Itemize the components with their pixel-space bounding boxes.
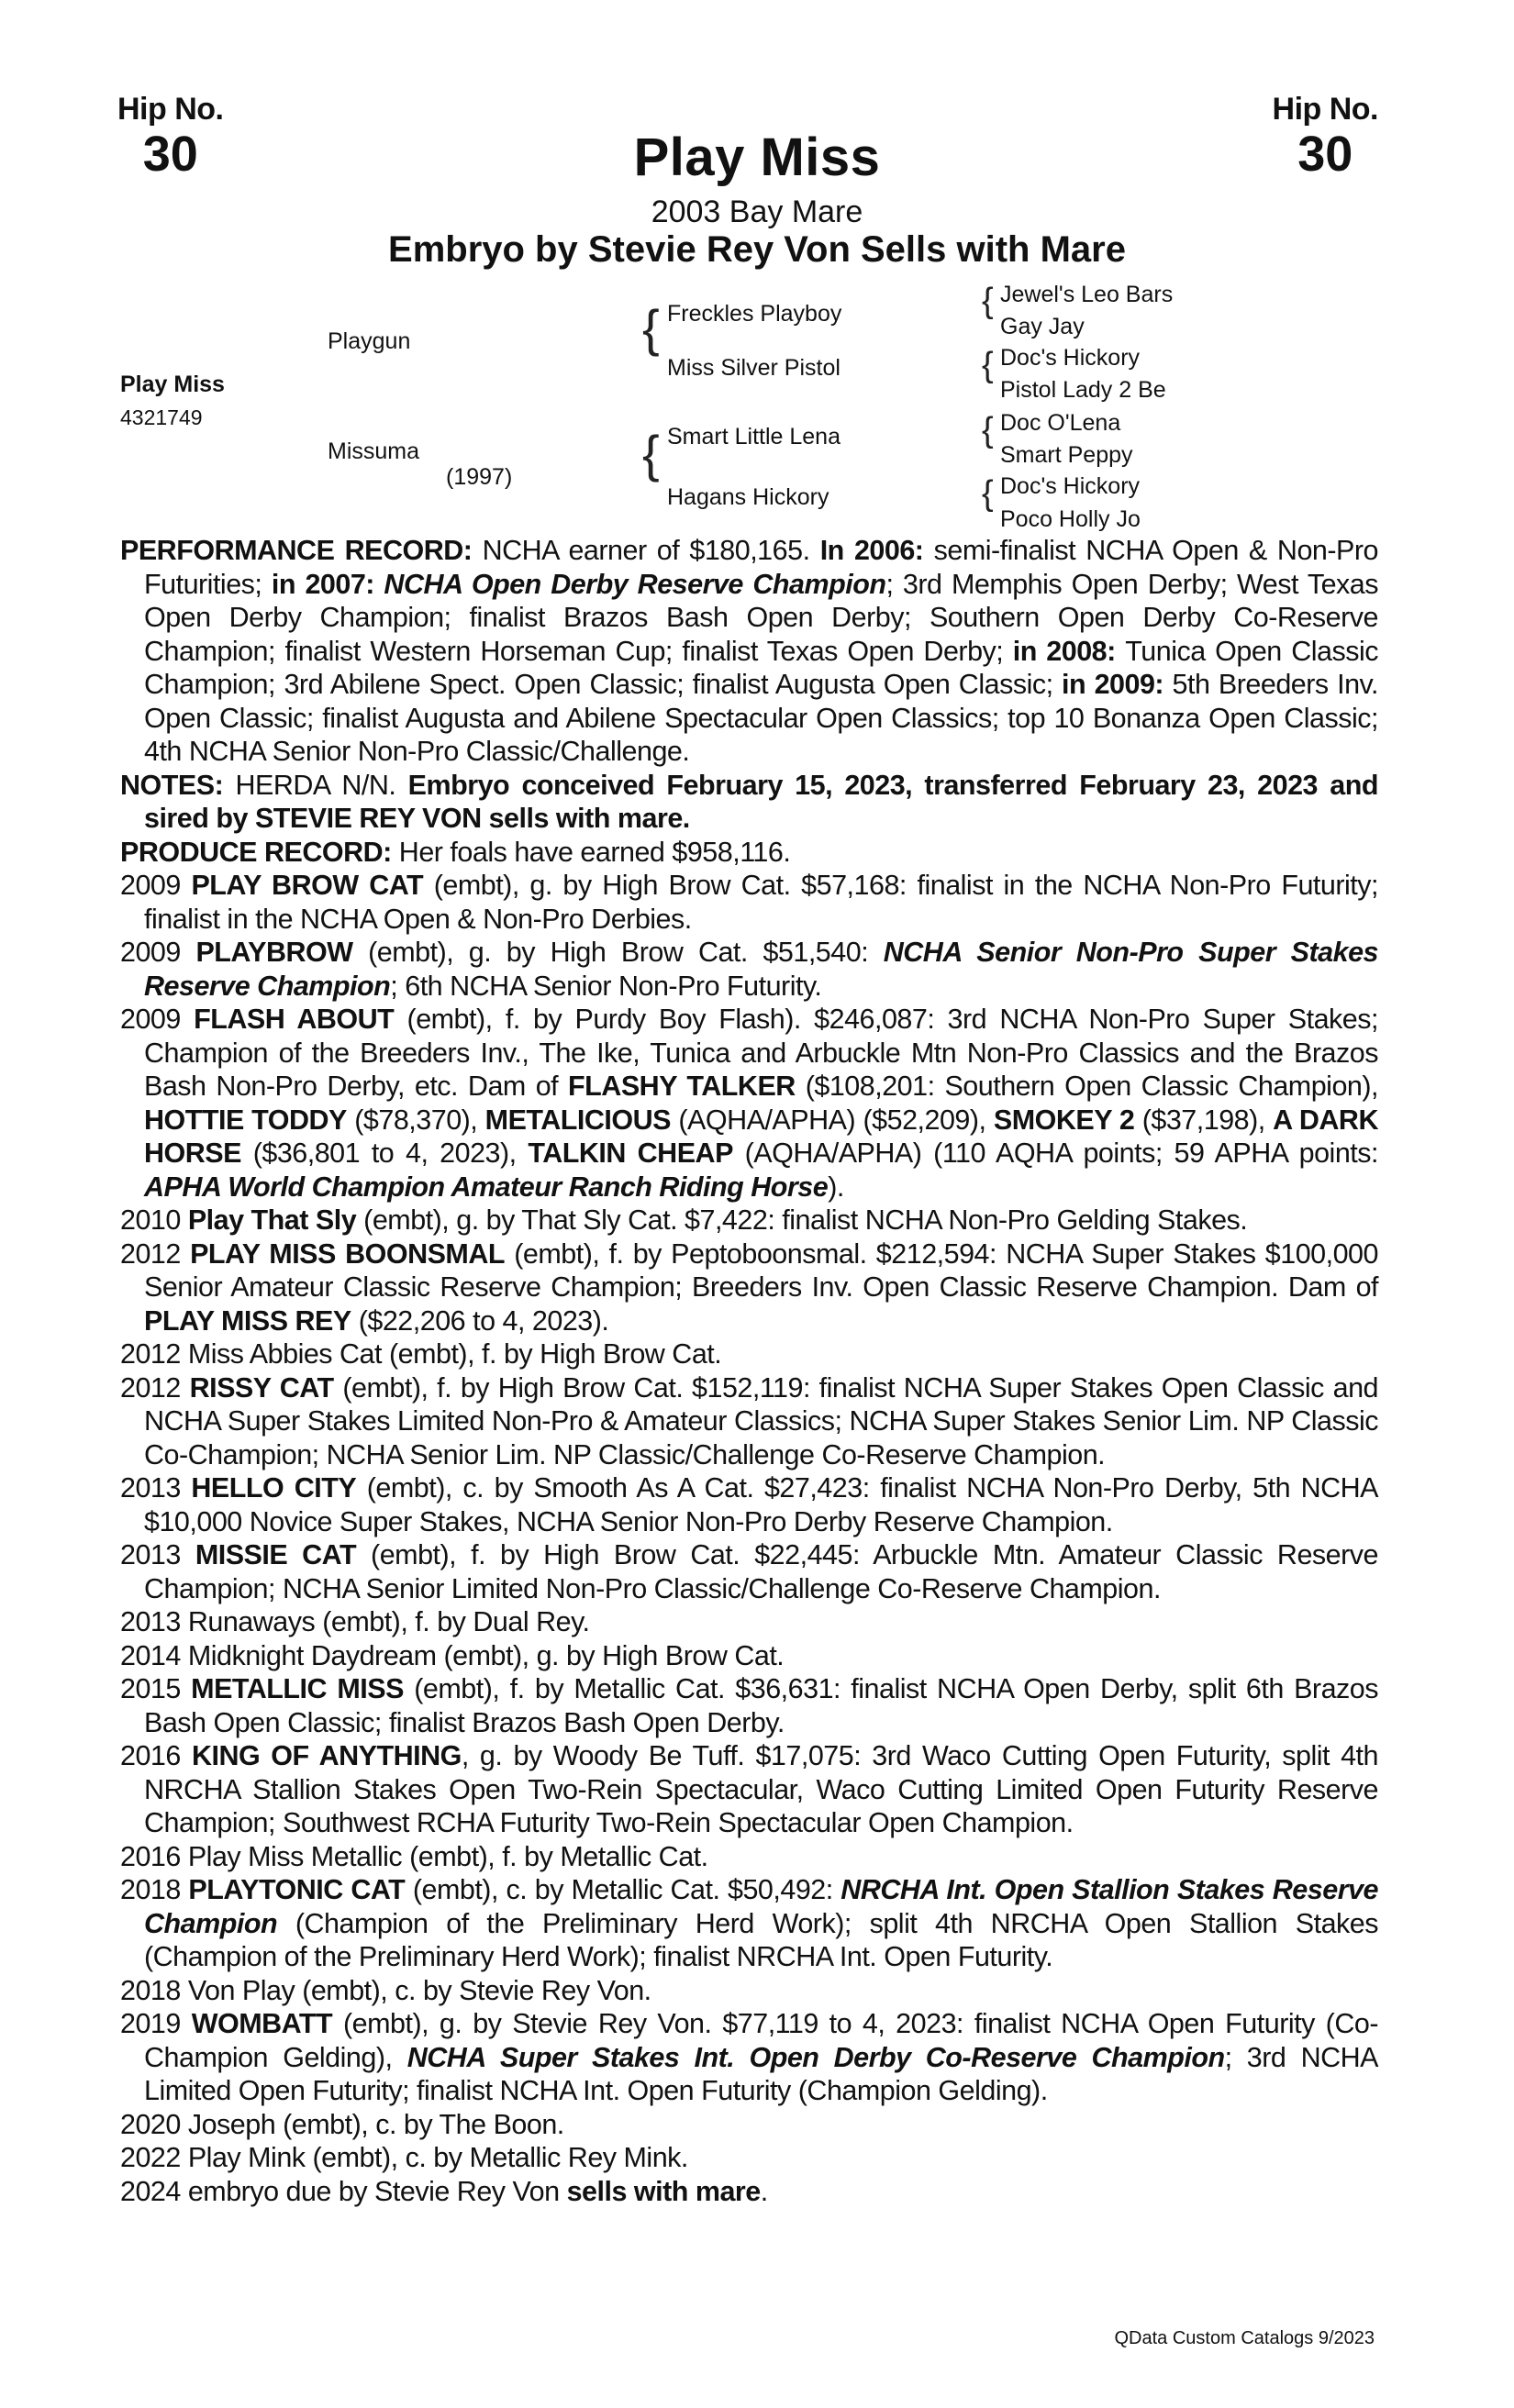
record-paragraph xyxy=(120,1237,1378,1338)
pedigree-dam-sire: Smart Little Lena xyxy=(667,424,840,449)
pedigree-dam-year: (1997) xyxy=(446,464,513,490)
record-text: NRCHA Int. Open Stallion Stakes Reserve Champion xyxy=(144,1874,1378,1939)
record-text: Play That Sly xyxy=(187,1204,357,1236)
record-text: (embt), f. by High Brow Cat. $22,445: Arbuckle Mtn. Amateur Classic Reserve Champion; NCHA Senior Limited Non-Pro Classic/Challenge Co-Reserve Champion. xyxy=(144,1539,1378,1604)
record-text: MISSIE CAT xyxy=(195,1539,357,1570)
record-text: (embt), g. by That Sly Cat. $7,422: finalist NCHA Non-Pro Gelding Stakes. xyxy=(356,1204,1248,1236)
record-text: ($36,801 to 4, 2023), xyxy=(240,1137,529,1169)
record-text: 2010 xyxy=(120,1204,188,1236)
hip-number: 30 xyxy=(142,127,198,182)
pedigree-sire: Playgun xyxy=(328,328,411,354)
record-text: ($78,370), xyxy=(346,1104,485,1136)
brace-icon: { xyxy=(642,299,660,357)
record-paragraph xyxy=(120,2175,1378,2209)
record-text: ; 3rd Memphis Open Derby; West Texas Open Derby Champion; finalist Brazos Bash Open Derby; Southern Open Derby Co-Reserve Champion; finalist Western Horseman Cup; finalist Texas Open Derby; xyxy=(144,568,1379,667)
record-text: NCHA Super Stakes Int. Open Derby Co-Reserve Champion xyxy=(406,2041,1225,2073)
record-paragraph xyxy=(120,1538,1378,1605)
record-paragraph xyxy=(120,1371,1378,1472)
record-text: . xyxy=(760,2175,768,2207)
record-paragraph xyxy=(120,869,1378,936)
footer-credit: QData Custom Catalogs 9/2023 xyxy=(1114,2328,1375,2348)
record-paragraph xyxy=(120,769,1378,836)
record-paragraph xyxy=(120,836,1378,870)
record-paragraph xyxy=(120,1639,1378,1673)
record-text: (embt), c. by Smooth As A Cat. $27,423: finalist NCHA Non-Pro Derby, 5th NCHA $10,000 Novice Super Stakes, NCHA Senior Non-Pro Derby Reserve Champion. xyxy=(144,1472,1378,1537)
record-paragraph xyxy=(120,1873,1378,1974)
record-text: ($22,206 to 4, 2023). xyxy=(351,1304,609,1337)
record-paragraph xyxy=(120,1003,1378,1204)
record-text: (embt), g. by Stevie Rey Von. $77,119 to 4, 2023: finalist NCHA Open Futurity (Co-Champion Gelding), xyxy=(144,2008,1378,2073)
pedigree-sire-dam: Miss Silver Pistol xyxy=(667,355,840,381)
record-text: TALKIN CHEAP xyxy=(528,1137,733,1169)
record-text: PLAYTONIC CAT xyxy=(188,1874,406,1905)
pedigree-g5: Doc O'Lena xyxy=(1000,410,1121,436)
record-text: PLAY MISS REY xyxy=(144,1304,351,1337)
record-text: 2016 Play Miss Metallic (embt), f. by Metallic Cat. xyxy=(120,1840,708,1872)
brace-icon: { xyxy=(982,474,994,513)
record-text: 2015 xyxy=(120,1673,192,1704)
record-text: (embt), f. by High Brow Cat. $152,119: finalist NCHA Super Stakes Open Classic and NCHA Super Stakes Limited Non-Pro & Amateur Classics; NCHA Super Stakes Senior Lim. NP Classic Co-Champion; NCHA Senior Lim. NP Classic/Challenge Co-Reserve Champion. xyxy=(144,1371,1379,1470)
record-text: NCHA Open Derby Reserve Champion xyxy=(384,568,886,600)
record-text: APHA World Champion Amateur Ranch Riding Horse xyxy=(144,1171,829,1203)
record-text: Tunica Open Classic Champion; 3rd Abilene Spect. Open Classic; finalist Augusta Open Classic; xyxy=(144,635,1379,700)
pedigree-g1: Jewel's Leo Bars xyxy=(1000,282,1174,307)
record-text: semi-finalist NCHA Open & Non-Pro Futurities; xyxy=(144,535,1379,600)
record-text: 2012 xyxy=(120,1237,191,1270)
record-text: (Champion of the Preliminary Herd Work); split 4th NRCHA Open Stallion Stakes (Champion of the Preliminary Herd Work); finalist NRCHA Int. Open Futurity. xyxy=(144,1907,1378,1972)
record-text: ). xyxy=(828,1171,844,1203)
record-paragraph xyxy=(120,534,1378,769)
record-text: METALLIC MISS xyxy=(191,1673,404,1704)
record-text: 2012 xyxy=(120,1371,190,1404)
record-text: (embt), g. by High Brow Cat. $51,540: xyxy=(352,937,884,968)
record-text: 5th Breeders Inv. Open Classic; finalist Augusta and Abilene Spectacular Open Classics; top 10 Bonanza Open Classic; 4th NCHA Senior Non-Pro Classic/Challenge. xyxy=(144,669,1378,767)
record-text: 2009 xyxy=(120,1004,195,1035)
record-text: (embt), f. by Peptoboonsmal. $212,594: NCHA Super Stakes $100,000 Senior Amateur Classic Reserve Champion; Breeders Inv. Open Classic Reserve Champion. Dam of xyxy=(144,1237,1378,1303)
record-text: A DARK HORSE xyxy=(144,1104,1378,1169)
record-text: 2022 Play Mink (embt), c. by Metallic Rey Mink. xyxy=(120,2142,688,2173)
subtitle: 2003 Bay Mare xyxy=(651,194,863,229)
record-paragraph xyxy=(120,1739,1378,1840)
record-text: 2009 xyxy=(120,937,196,968)
pedigree-g2: Gay Jay xyxy=(1000,314,1085,339)
record-text: , g. by Woody Be Tuff. $17,075: 3rd Waco Cutting Open Futurity, split 4th NRCHA Stallion Stakes Open Two-Rein Spectacular, Waco Cutting Limited Open Futurity Reserve Champion; Southwest RCHA Futurity Two-Rein Spectacular Open Champion. xyxy=(144,1740,1378,1838)
hip-label: Hip No. xyxy=(1272,92,1378,127)
brace-icon: { xyxy=(982,411,994,449)
record-text: 2013 xyxy=(120,1539,195,1570)
record-paragraph xyxy=(120,2108,1378,2142)
record-paragraph xyxy=(120,2007,1378,2108)
record-text: NOTES: xyxy=(120,769,236,801)
record-paragraph xyxy=(120,1471,1378,1538)
record-text: PLAYBROW xyxy=(195,937,353,968)
record-text: 2013 Runaways (embt), f. by Dual Rey. xyxy=(120,1606,590,1637)
record-text: (embt), c. by Metallic Cat. $50,492: xyxy=(405,1874,841,1905)
pedigree-g6: Smart Peppy xyxy=(1000,442,1133,468)
record-text: sells with mare xyxy=(566,2175,761,2207)
record-paragraph xyxy=(120,1974,1378,2008)
record-text: (AQHA/APHA) ($52,209), xyxy=(671,1104,994,1136)
record-text: FLASHY TALKER xyxy=(568,1071,796,1102)
record-text: (embt), g. by High Brow Cat. $57,168: finalist in the NCHA Non-Pro Futurity; finalist in the NCHA Open & Non-Pro Derbies. xyxy=(144,870,1378,935)
brace-icon: { xyxy=(982,346,994,384)
record-text: Embryo conceived February 15, 2023, transferred February 23, 2023 and sired by STEVIE REY VON sells with mare. xyxy=(144,769,1379,834)
record-text: 2009 xyxy=(120,870,192,901)
record-text: METALICIOUS xyxy=(484,1104,671,1136)
record-text: FLASH ABOUT xyxy=(194,1004,395,1035)
pedigree-horse: Play Miss xyxy=(120,372,225,397)
record-paragraph xyxy=(120,936,1378,1003)
brace-icon: { xyxy=(982,282,994,320)
record-text: 2013 xyxy=(120,1472,192,1504)
pedigree-g8: Poco Holly Jo xyxy=(1000,506,1141,532)
record-text: ($108,201: Southern Open Classic Champion), xyxy=(795,1071,1379,1102)
record-paragraph xyxy=(120,1337,1378,1371)
record-paragraph xyxy=(120,1204,1378,1237)
page-title: Play Miss xyxy=(633,128,881,187)
record-text: PRODUCE RECORD: xyxy=(120,836,399,868)
record-text: NCHA earner of $180,165. xyxy=(482,535,820,566)
brace-icon: { xyxy=(642,425,660,483)
pedigree-sire-sire: Freckles Playboy xyxy=(667,301,842,327)
record-text: HERDA N/N. xyxy=(235,769,408,801)
record-text: PLAY MISS BOONSMAL xyxy=(190,1237,505,1270)
record-text: ; 3rd NCHA Limited Open Futurity; finalist NCHA Int. Open Futurity (Champion Gelding). xyxy=(144,2041,1378,2106)
record-text: HOTTIE TODDY xyxy=(144,1104,347,1136)
record-text: NCHA Senior Non-Pro Super Stakes Reserve Champion xyxy=(144,937,1378,1002)
record-text: in 2008: xyxy=(1012,635,1126,667)
record-text: 2024 embryo due by Stevie Rey Von xyxy=(120,2175,567,2207)
record-text: 2014 Midknight Daydream (embt), g. by High Brow Cat. xyxy=(120,1639,785,1671)
hip-number: 30 xyxy=(1297,127,1353,182)
record-text: (embt), f. by Purdy Boy Flash). $246,087: 3rd NCHA Non-Pro Super Stakes; Champion of the Breeders Inv., The Ike, Tunica and Arbuckle Mtn Non-Pro Classics and the Brazos Bash Non-Pro Derby, etc. Dam of xyxy=(144,1004,1378,1102)
record-text: 2018 Von Play (embt), c. by Stevie Rey Von. xyxy=(120,1974,651,2006)
record-paragraph xyxy=(120,1672,1378,1739)
record-text: 2019 xyxy=(120,2008,192,2039)
record-text: in 2007: xyxy=(271,568,384,600)
record-text: ($37,198), xyxy=(1134,1104,1274,1136)
pedigree-dam: Missuma xyxy=(328,438,420,464)
record-paragraph xyxy=(120,1605,1378,1639)
record-text: 2016 xyxy=(120,1740,192,1771)
pedigree-g3: Doc's Hickory xyxy=(1000,345,1141,371)
record-text: ; 6th NCHA Senior Non-Pro Futurity. xyxy=(390,970,822,1002)
pedigree-reg-number: 4321749 xyxy=(120,405,203,429)
record-text: (AQHA/APHA) (110 AQHA points; 59 APHA points: xyxy=(732,1137,1378,1169)
record-text: WOMBATT xyxy=(191,2008,333,2039)
record-paragraph xyxy=(120,1840,1378,1874)
record-text: PERFORMANCE RECORD: xyxy=(120,535,483,566)
record-text: RISSY CAT xyxy=(189,1371,334,1404)
record-text: HELLO CITY xyxy=(191,1472,357,1504)
hip-label: Hip No. xyxy=(117,92,224,127)
pedigree-dam-dam: Hagans Hickory xyxy=(667,484,829,510)
record-text: In 2006: xyxy=(819,535,934,566)
record-text: Her foals have earned $958,116. xyxy=(398,836,791,868)
record-text: KING OF ANYTHING xyxy=(191,1740,462,1771)
pedigree-g7: Doc's Hickory xyxy=(1000,473,1141,499)
pedigree-g4: Pistol Lady 2 Be xyxy=(1000,377,1166,403)
catalog-body xyxy=(120,534,1378,2208)
record-text: PLAY BROW CAT xyxy=(191,870,424,901)
record-text: in 2009: xyxy=(1062,669,1173,700)
record-paragraph xyxy=(120,2141,1378,2175)
record-text: SMOKEY 2 xyxy=(993,1104,1135,1136)
record-text: (embt), f. by Metallic Cat. $36,631: finalist NCHA Open Derby, split 6th Brazos Bash Open Classic; finalist Brazos Bash Open Derby. xyxy=(144,1673,1379,1738)
record-text: 2020 Joseph (embt), c. by The Boon. xyxy=(120,2108,564,2140)
embryo-line: Embryo by Stevie Rey Von Sells with Mare xyxy=(388,229,1126,270)
record-text: 2012 Miss Abbies Cat (embt), f. by High Brow Cat. xyxy=(120,1338,722,1370)
record-text: 2018 xyxy=(120,1874,189,1905)
